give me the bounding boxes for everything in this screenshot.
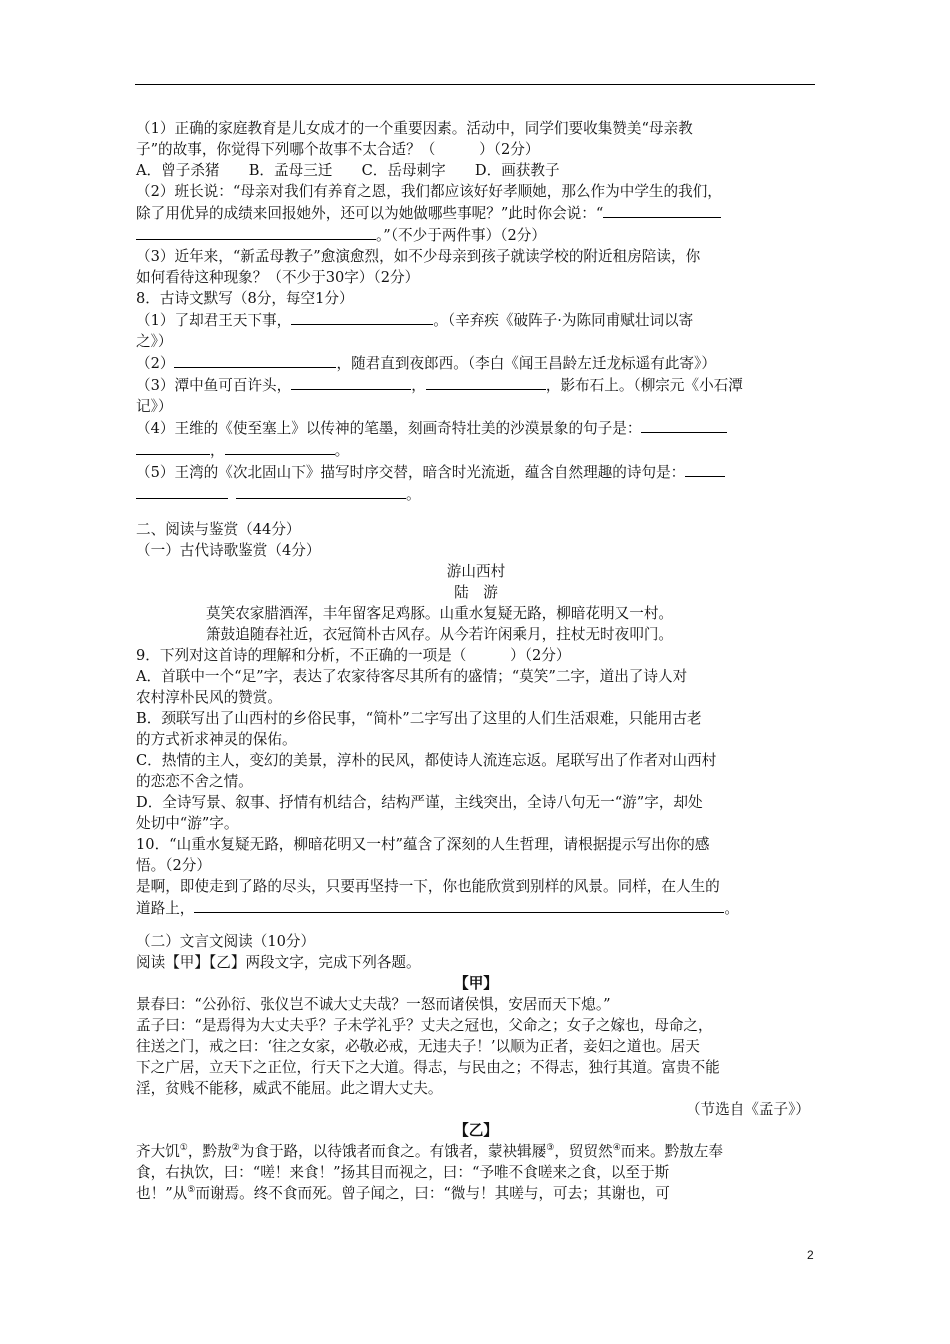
q10-text: 。 xyxy=(724,900,739,917)
poem-line: 莫笑农家腊酒浑，丰年留客足鸡豚。山重水复疑无路，柳暗花明又一村。 xyxy=(206,605,674,622)
yi-text: 齐大饥 xyxy=(136,1143,180,1160)
jia-line: 景春曰：“公孙衍、张仪岂不诚大丈夫哉？一怒而诸侯惧，安居而天下熄。” xyxy=(136,996,611,1013)
answer-blank[interactable] xyxy=(136,224,376,240)
answer-blank[interactable] xyxy=(426,374,546,390)
answer-blank[interactable] xyxy=(225,439,335,455)
yi-label: 【乙】 xyxy=(454,1122,498,1139)
yi-line: 食，右执饮，曰：“嗟！来食！”扬其目而视之，曰：“予唯不食嗟来之食，以至于斯 xyxy=(136,1164,670,1181)
q8-title: 8．古诗文默写（8分，每空1分） xyxy=(136,290,354,307)
q8-text: 。（辛弃疾《破阵子·为陈同甫赋壮词以寄 xyxy=(433,312,694,329)
answer-blank[interactable] xyxy=(136,483,228,499)
q8-text: ，影布石上。（柳宗元《小石潭 xyxy=(545,377,743,394)
yi-text: ，贸贸然 xyxy=(554,1143,613,1160)
poem-author: 陆 游 xyxy=(454,584,498,601)
q8-text: （4）王维的《使至塞上》以传神的笔墨，刻画奇特壮美的沙漠景象的句子是： xyxy=(136,420,642,437)
answer-blank[interactable] xyxy=(136,439,210,455)
q8-text: ， xyxy=(210,442,225,459)
q7-2-end: 。”（不少于两件事）（2分） xyxy=(376,227,546,244)
footnote-mark: ⑤ xyxy=(187,1185,196,1196)
q9-stem: 9．下列对这首诗的理解和分析，不正确的一项是（ ）（2分） xyxy=(136,647,571,664)
header-rule xyxy=(135,84,815,85)
q7-2-line3 xyxy=(136,224,816,246)
q10-line1: 10．“山重水复疑无路，柳暗花明又一村”蕴含了深刻的人生哲理，请根据提示写出你的感 xyxy=(136,836,710,853)
classical-intro: 阅读【甲】【乙】两段文字，完成下列各题。 xyxy=(136,954,421,971)
footnote-mark: ① xyxy=(179,1143,188,1154)
q7-1-line2: 子”的故事，你觉得下列哪个故事不太合适？（ ）（2分） xyxy=(136,141,540,158)
answer-blank[interactable] xyxy=(291,374,411,390)
footnote-mark: ② xyxy=(231,1143,240,1154)
answer-blank[interactable] xyxy=(194,897,724,913)
page-number: 2 xyxy=(807,1248,814,1262)
q8-text: 。 xyxy=(334,442,350,459)
yi-text: 而谢焉。终不食而死。曾子闻之，曰：“微与！其嗟与，可去；其谢也，可 xyxy=(195,1185,670,1202)
q10-line3: 是啊，即使走到了路的尽头，只要再坚持一下，你也能欣赏到别样的风景。同样，在人生的 xyxy=(136,878,720,895)
jia-source: （节选自《孟子》） xyxy=(685,1101,810,1118)
answer-blank[interactable] xyxy=(603,202,721,218)
yi-line xyxy=(136,1141,816,1162)
q7-3-line2: 如何看待这种现象？（不少于30字）（2分） xyxy=(136,269,420,286)
q8-item3-cont: 记》） xyxy=(136,398,173,415)
q8-item5 xyxy=(136,461,816,483)
section2-title: 二、阅读与鉴赏（44分） xyxy=(136,521,301,538)
answer-blank[interactable] xyxy=(291,309,433,325)
q8-text: （3）潭中鱼可百许头， xyxy=(136,377,292,394)
poem-title: 游山西村 xyxy=(446,563,506,580)
jia-line: 淫，贫贱不能移，威武不能屈。此之谓大丈夫。 xyxy=(136,1080,443,1097)
q9-option-a: A．首联中一个“足”字，表达了农家待客尽其所有的盛情；“莫笑”二字，道出了诗人对 xyxy=(136,668,688,685)
q8-item5-cont xyxy=(136,483,816,505)
answer-blank[interactable] xyxy=(174,352,336,368)
q7-2-line1: （2）班长说：“母亲对我们有养育之恩，我们都应该好好孝顺她，那么作为中学生的我们， xyxy=(136,183,722,200)
q9-option-b-cont: 的方式祈求神灵的保佑。 xyxy=(136,731,297,748)
q10-text: 道路上， xyxy=(136,900,195,917)
yi-text: 也！”从 xyxy=(136,1185,188,1202)
q8-text: （1）了却君王天下事， xyxy=(136,312,292,329)
q8-item1 xyxy=(136,309,816,331)
q8-item4 xyxy=(136,417,816,439)
q7-3-line1: （3）近年来，“新孟母教子”愈演愈烈，如不少母亲到孩子就读学校的附近租房陪读，你 xyxy=(136,248,701,265)
q9-option-c-cont: 的恋恋不舍之情。 xyxy=(136,773,253,790)
q8-item2 xyxy=(136,352,816,374)
q7-2-text: 除了用优异的成绩来回报她外，还可以为她做哪些事呢？”此时你会说：“ xyxy=(136,205,604,222)
q8-item4-cont xyxy=(136,439,816,461)
q8-text: ，随君直到夜郎西。（李白《闻王昌龄左迁龙标遥有此寄》） xyxy=(336,355,716,372)
exam-content xyxy=(136,118,816,1204)
q8-text: （2） xyxy=(136,355,175,372)
yi-text: ，黔敖 xyxy=(187,1143,232,1160)
jia-line: 下之广居，立天下之正位，行天下之大道。得志，与民由之；不得志，独行其道。富贵不能 xyxy=(136,1059,720,1076)
q7-1-options: A．曾子杀猪 B．孟母三迁 C．岳母刺字 D．画获教子 xyxy=(136,162,560,179)
answer-blank[interactable] xyxy=(641,417,727,433)
q7-2-line2 xyxy=(136,202,816,224)
q10-line4 xyxy=(136,897,816,919)
classical-title: （二）文言文阅读（10分） xyxy=(136,933,316,950)
q10-line2: 悟。（2分） xyxy=(136,857,211,874)
yi-line xyxy=(136,1183,816,1204)
q9-option-b: B．颈联写出了山西村的乡俗民事，“简朴”二字写出了这里的人们生活艰难，只能用古老 xyxy=(136,710,702,727)
q8-text: ， xyxy=(411,377,426,394)
q7-1-line1: （1）正确的家庭教育是儿女成才的一个重要因素。活动中，同学们要收集赞美“母亲教 xyxy=(136,120,693,137)
footnote-mark: ③ xyxy=(546,1143,555,1154)
yi-text: 为食于路，以待饿者而食之。有饿者，蒙袂辑屦 xyxy=(239,1143,547,1160)
footnote-mark: ④ xyxy=(612,1143,621,1154)
q9-option-c: C．热情的主人，变幻的美景，淳朴的民风，都使诗人流连忘返。尾联写出了作者对山西村 xyxy=(136,752,717,769)
q8-item3 xyxy=(136,374,816,396)
q9-option-a-cont: 农村淳朴民风的赞赏。 xyxy=(136,689,282,706)
q8-text: （5）王湾的《次北固山下》描写时序交替，暗含时光流逝，蕴含自然理趣的诗句是： xyxy=(136,464,686,481)
q9-option-d-cont: 处切中“游”字。 xyxy=(136,815,239,832)
yi-text: 而来。黔敖左奉 xyxy=(620,1143,723,1160)
jia-line: 往送之门，戒之曰：‘往之女家，必敬必戒，无违夫子！’以顺为正者，妾妇之道也。居天 xyxy=(136,1038,700,1055)
jia-label: 【甲】 xyxy=(454,975,498,992)
q9-option-d: D．全诗写景、叙事、抒情有机结合，结构严谨，主线突出，全诗八句无一“游”字，却处 xyxy=(136,794,703,811)
q8-text: 。 xyxy=(406,486,421,503)
q8-item1-cont: 之》） xyxy=(136,333,173,350)
poem-line: 箫鼓追随春社近，衣冠简朴古风存。从今若许闲乘月，拄杖无时夜叩门。 xyxy=(206,626,674,643)
section2-sub1: （一）古代诗歌鉴赏（4分） xyxy=(136,542,321,559)
answer-blank[interactable] xyxy=(685,461,725,477)
jia-line: 孟子曰：“是焉得为大丈夫乎？子未学礼乎？丈夫之冠也，父命之；女子之嫁也，母命之， xyxy=(136,1017,713,1034)
answer-blank[interactable] xyxy=(236,483,406,499)
